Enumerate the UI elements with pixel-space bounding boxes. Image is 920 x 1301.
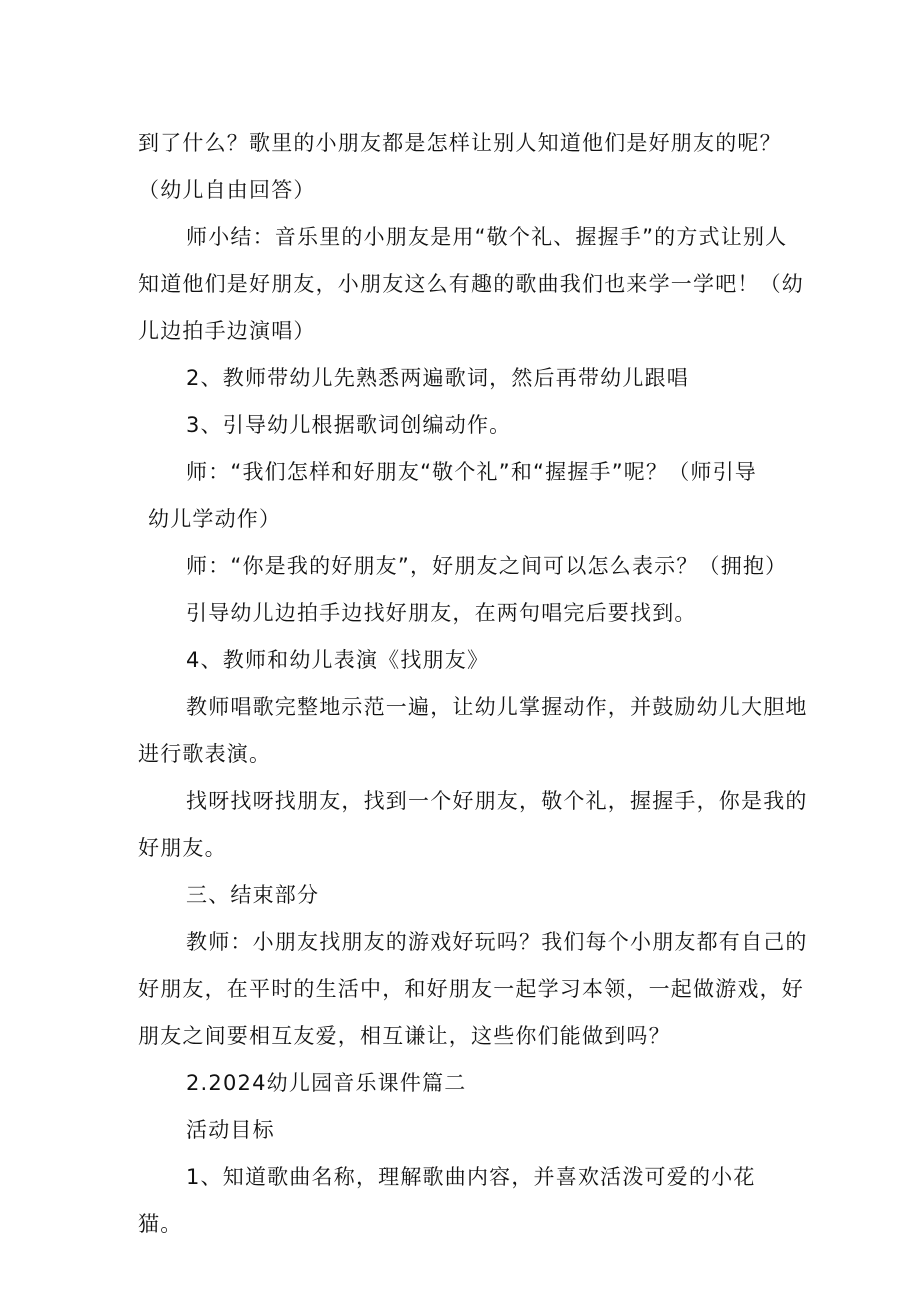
text-line: 2、教师带幼儿先熟悉两遍歌词，然后再带幼儿跟唱	[186, 366, 689, 390]
text-line: 朋友之间要相互友爱，相互谦让，这些你们能做到吗？	[138, 1024, 671, 1048]
section-title: 2.2024幼儿园音乐课件篇二	[186, 1071, 467, 1095]
text-line: 到了什么？歌里的小朋友都是怎样让别人知道他们是好朋友的呢？	[138, 131, 782, 155]
section-heading: 三、结束部分	[186, 883, 320, 907]
text-line: 师小结：音乐里的小朋友是用“敬个礼、握握手”的方式让别人	[186, 225, 788, 249]
text-line: 好朋友，在平时的生活中，和好朋友一起学习本领，一起做游戏，好	[138, 977, 804, 1001]
subsection-heading: 活动目标	[186, 1118, 275, 1142]
section-heading: 4、教师和幼儿表演《找朋友》	[186, 648, 490, 672]
text-line: 猫。	[138, 1212, 183, 1236]
lyrics-line: 找呀找呀找朋友，找到一个好朋友，敬个礼，握握手，你是我的	[186, 789, 808, 813]
text-line: 引导幼儿边拍手边找好朋友，在两句唱完后要找到。	[186, 601, 697, 625]
text-line: 师：“我们怎样和好朋友“敬个礼”和“握握手”呢？（师引导	[186, 460, 757, 484]
text-line: 儿边拍手边演唱）	[138, 319, 316, 343]
text-line: 3、引导幼儿根据歌词创编动作。	[186, 413, 512, 437]
text-line: 师：“你是我的好朋友”，好朋友之间可以怎么表示？（拥抱）	[186, 554, 788, 578]
text-line: 知道他们是好朋友，小朋友这么有趣的歌曲我们也来学一学吧！（幼	[138, 272, 804, 296]
text-line: 进行歌表演。	[138, 742, 272, 766]
document-body	[138, 120, 808, 1248]
text-line: 教师唱歌完整地示范一遍，让幼儿掌握动作，并鼓励幼儿大胆地	[186, 695, 808, 719]
lyrics-line: 好朋友。	[138, 836, 227, 860]
text-line: 教师：小朋友找朋友的游戏好玩吗？我们每个小朋友都有自己的	[186, 930, 808, 954]
text-line: （幼儿自由回答）	[138, 178, 316, 202]
text-line: 1、知道歌曲名称，理解歌曲内容，并喜欢活泼可爱的小花	[186, 1165, 756, 1189]
text-line: 幼儿学动作）	[148, 507, 282, 531]
